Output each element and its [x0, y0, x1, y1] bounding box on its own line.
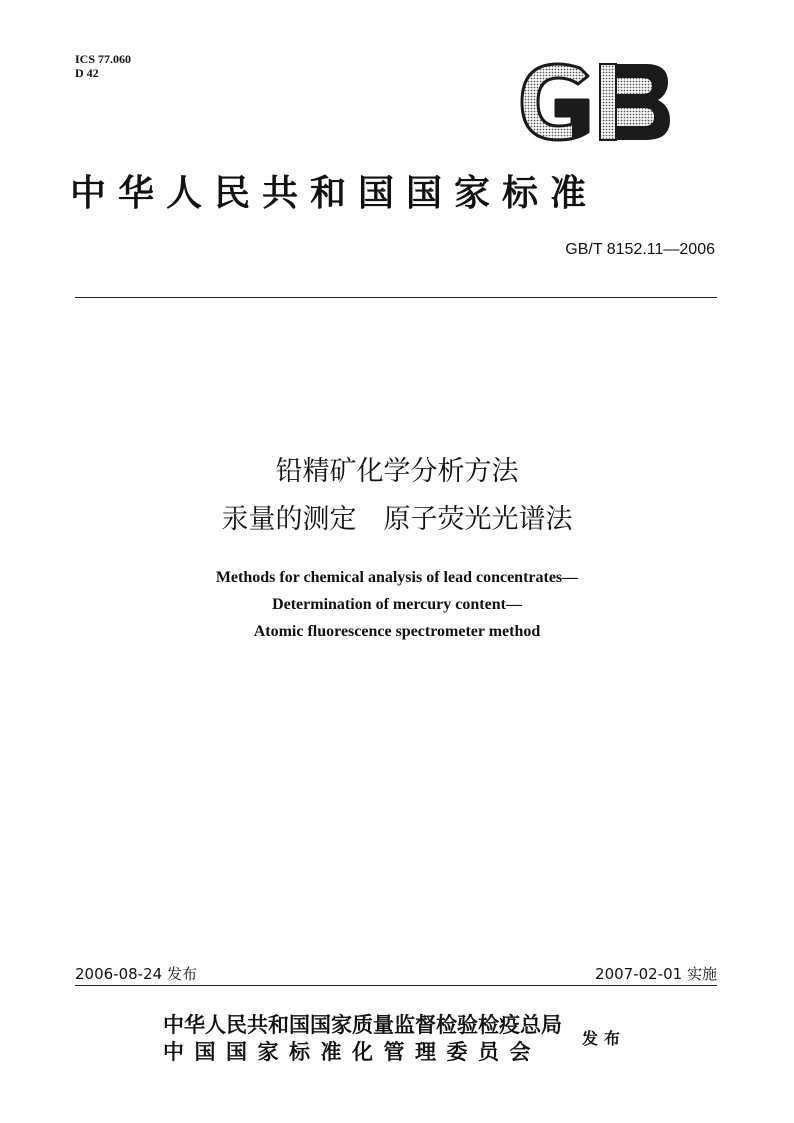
issue-date: 2006-08-24 发布: [75, 965, 197, 983]
chinese-title-line-2: 汞量的测定 原子荧光光谱法: [221, 504, 573, 535]
publish-label: 发布: [582, 1029, 627, 1048]
publisher-block: [163, 1012, 562, 1066]
gb-logo-icon: [518, 62, 673, 142]
english-title-line-2: Determination of mercury content—: [272, 596, 522, 613]
country-standard-title: 中华人民共和国国家标准: [70, 173, 599, 214]
header-divider: [75, 297, 717, 298]
ccs-code: D 42: [75, 66, 99, 80]
publisher-line-1: 中华人民共和国国家质量监督检验检疫总局: [163, 1013, 562, 1037]
classification-block: [75, 52, 131, 80]
english-title-line-1: Methods for chemical analysis of lead concentrates—: [215, 569, 579, 586]
effective-date: 2007-02-01 实施: [595, 965, 717, 983]
english-title-line-3: Atomic fluorescence spectrometer method: [253, 623, 541, 640]
ics-code: ICS 77.060: [75, 52, 132, 66]
english-title: [0, 564, 794, 645]
standard-number: GB/T 8152.11—2006: [565, 241, 715, 258]
chinese-title-line-1: 铅精矿化学分析方法: [275, 456, 519, 487]
publisher-line-2: 中国国家标准化管理委员会: [163, 1040, 541, 1064]
footer-divider: [75, 985, 717, 986]
